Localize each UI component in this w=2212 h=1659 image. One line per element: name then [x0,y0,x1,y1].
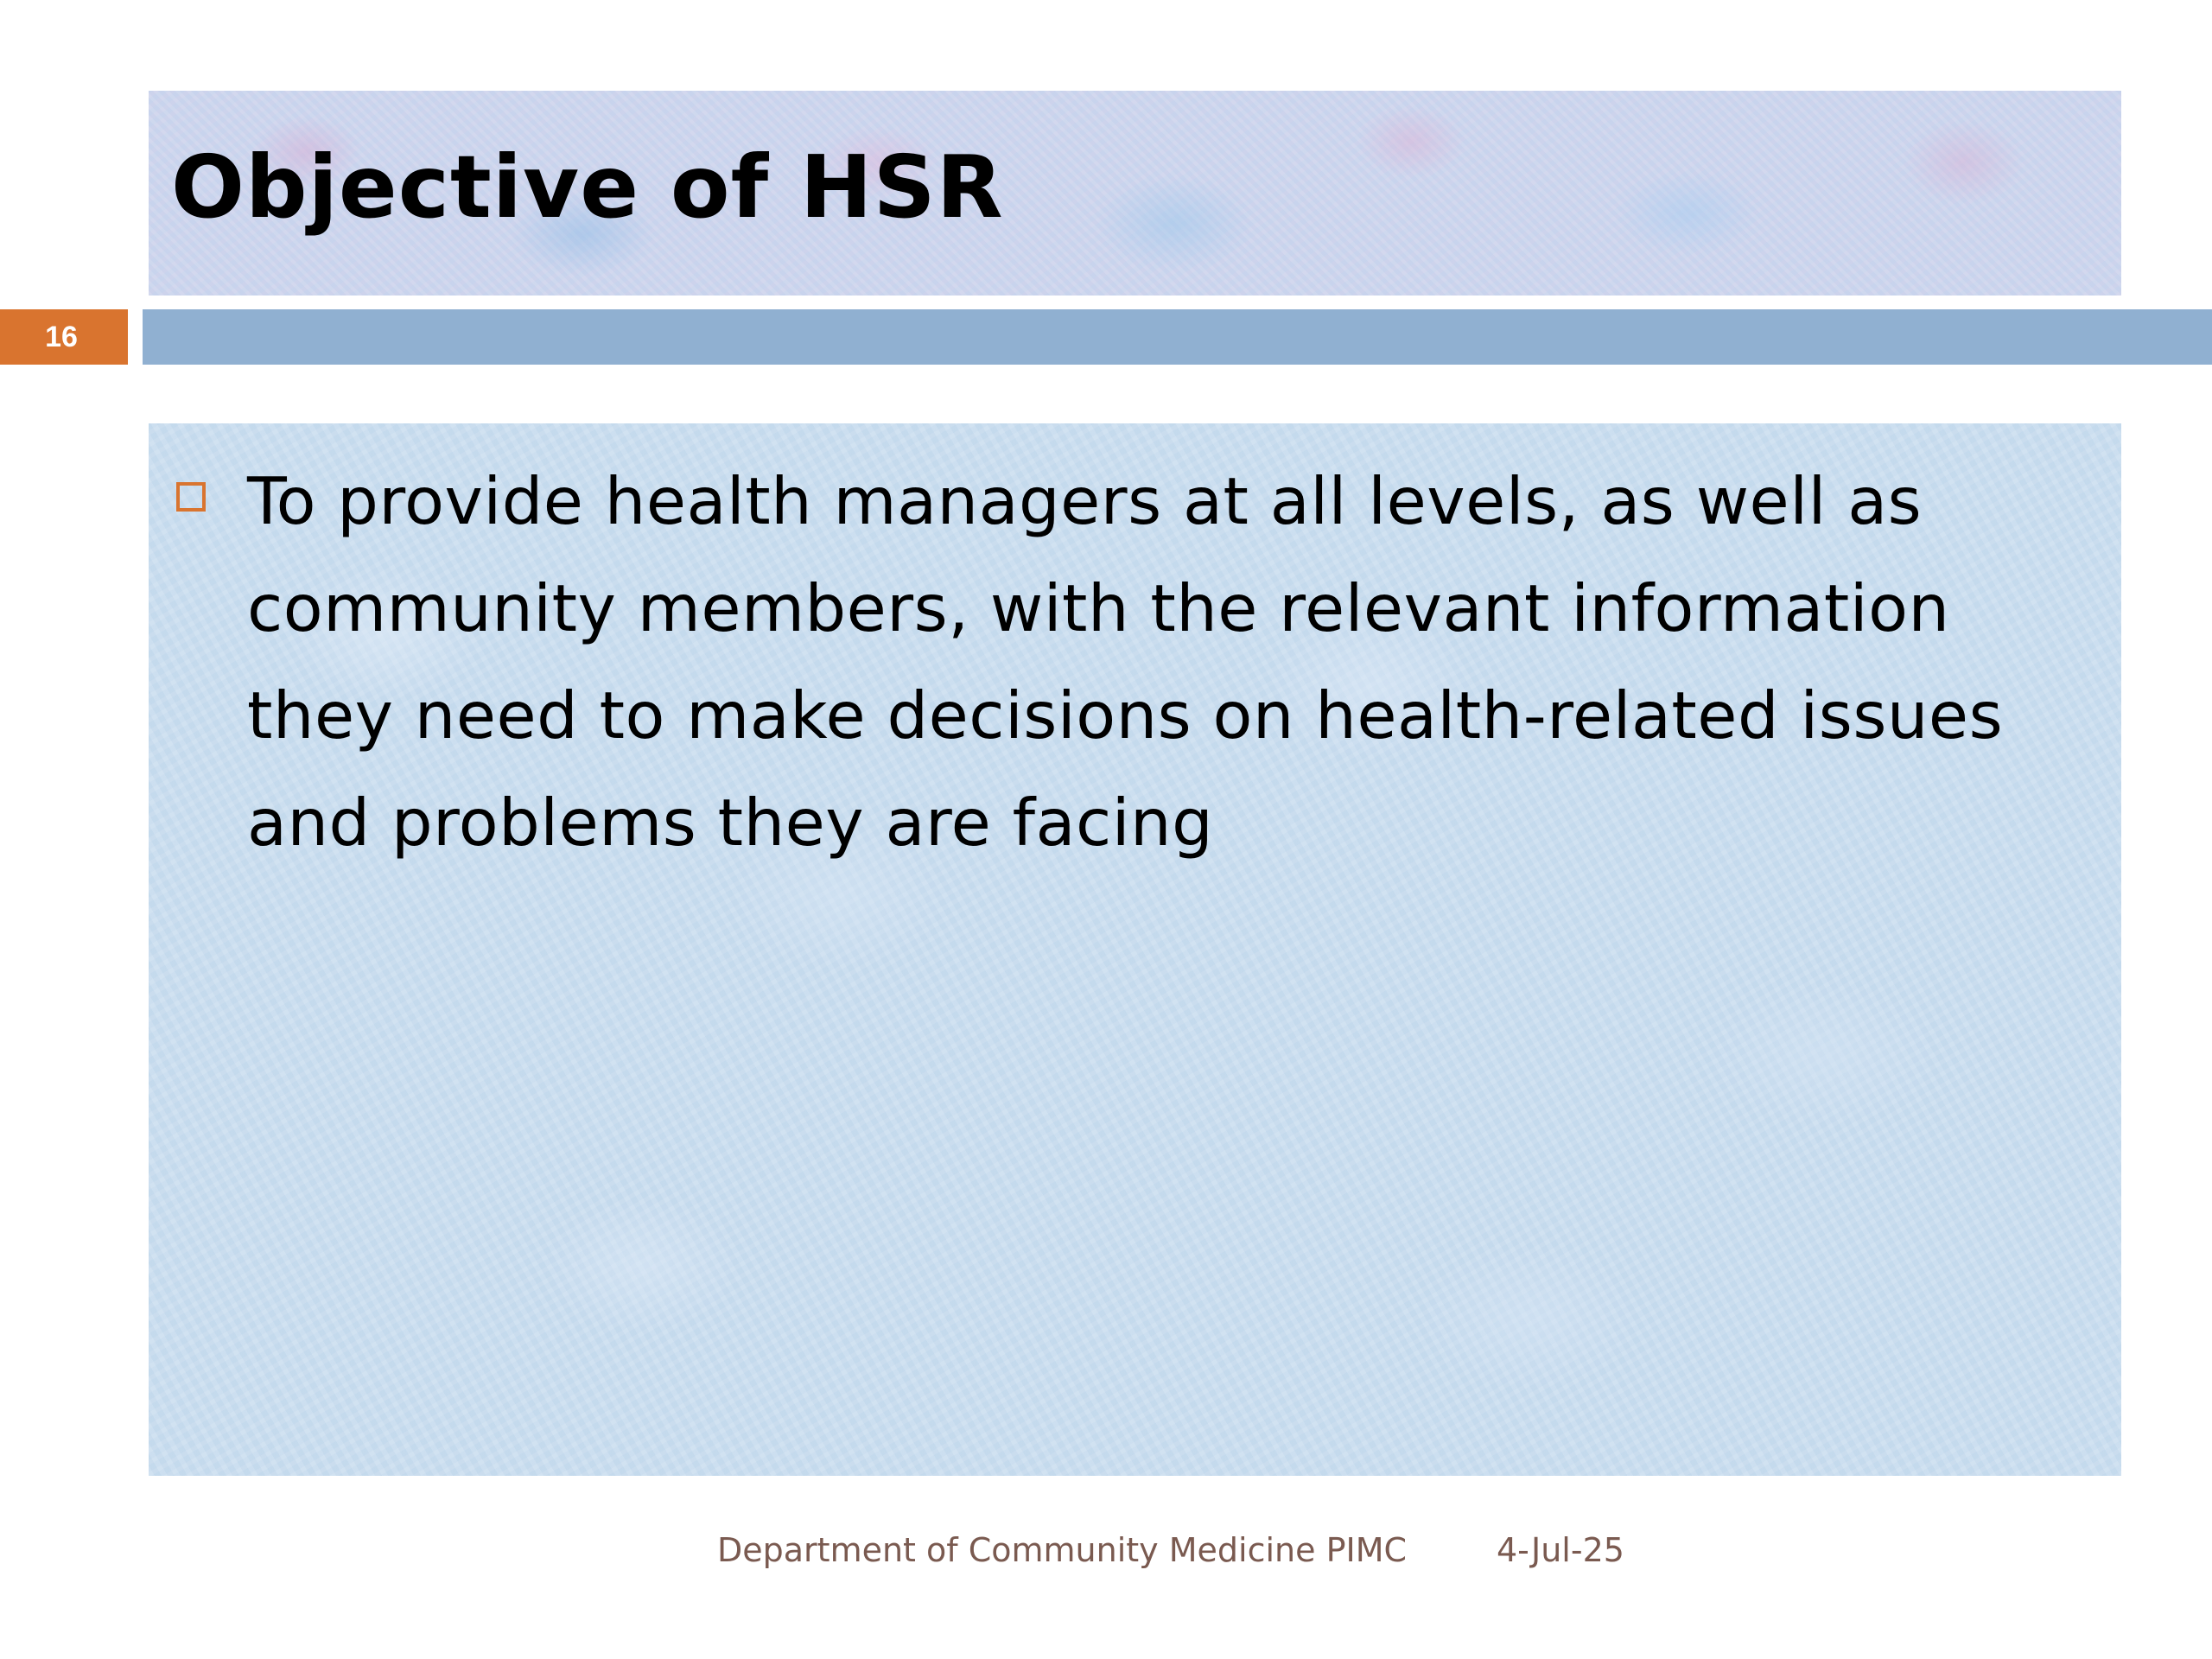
title-rule [143,309,2212,365]
footer-date: 4-Jul-25 [1497,1531,1624,1569]
square-bullet-icon [176,482,206,512]
title-band [149,91,2121,296]
footer-department: Department of Community Medicine PIMC [717,1531,1408,1569]
slide-number-badge: 16 [0,309,128,365]
bullet-text: To provide health managers at all levels, as well as community members, with the relevant information they need to make decisions on health-related issues and problems they are facing [247,463,2004,861]
content-panel [149,423,2121,1476]
slide-title: Objective of HSR [171,137,1004,238]
